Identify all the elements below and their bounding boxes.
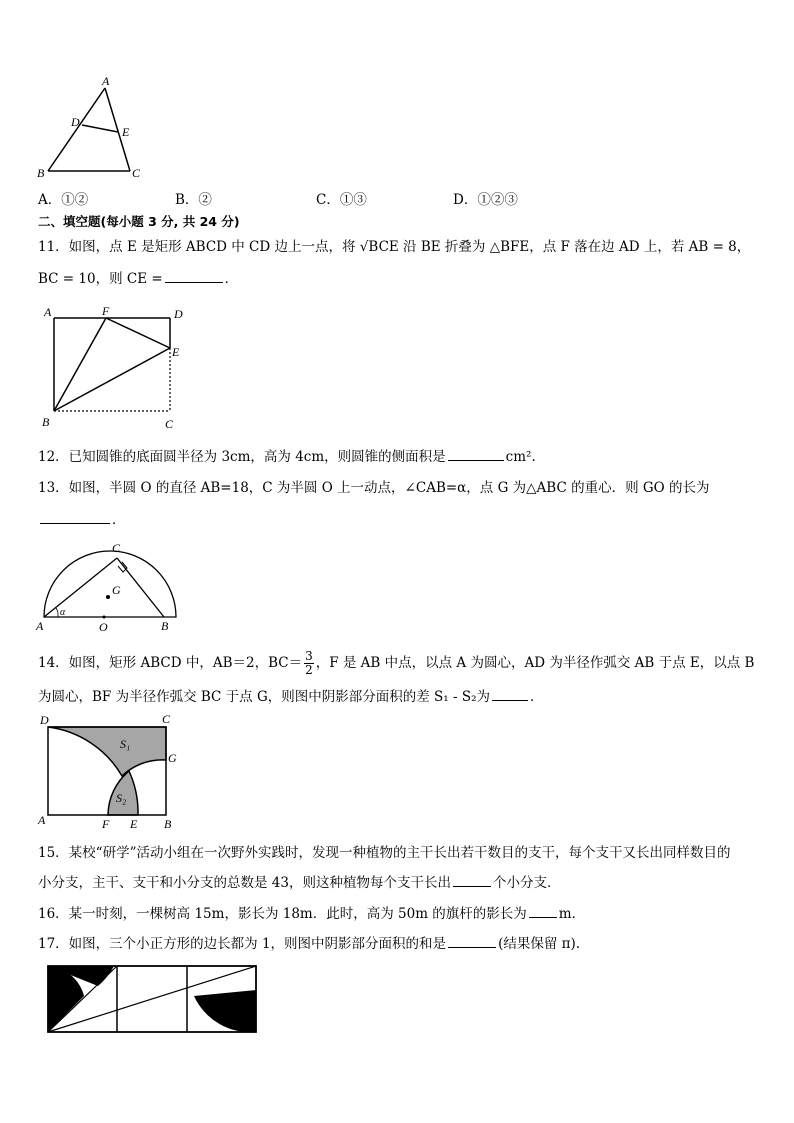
label-g: G — [112, 583, 121, 597]
label-c: C — [112, 541, 121, 555]
label-g: G — [168, 751, 177, 765]
q12-line: 12．已知圆锥的底面圆半径为 3cm，高为 4cm，则圆锥的侧面积是 cm². — [38, 449, 536, 465]
option-b: B．② — [175, 192, 212, 208]
label-a: A — [102, 74, 110, 88]
option-c: C．①③ — [316, 192, 367, 208]
label-b: B — [42, 415, 50, 429]
label-f: F — [102, 304, 110, 318]
label-c: C — [132, 166, 141, 180]
label-e: E — [172, 345, 180, 359]
q15-line2: 小分支，主干、支干和小分支的总数是 43，则这种植物每个支干长出 个小分支． — [38, 875, 561, 891]
q16-line: 16．某一时刻，一棵树高 15m，影长为 18m．此时，高为 50m 的旗杆的影长为 m． — [38, 906, 586, 922]
q17-line: 17．如图，三个小正方形的边长都为 1，则图中阴影部分面积的和是 (结果保留 π). — [38, 936, 581, 952]
label-c: C — [162, 712, 171, 726]
label-d: D — [174, 307, 183, 321]
triangle-figure — [34, 74, 154, 184]
label-c: C — [165, 417, 174, 431]
label-o: O — [99, 620, 108, 634]
q14-line1: 14．如图，矩形 ABCD 中，AB＝2，BC＝ $\frac{3}{2}$ ，F 是 AB 中点，以点 A 为圆心，AD 为半径作弧交 AB 于点 E，以点 B — [38, 649, 755, 677]
label-b: B — [164, 817, 172, 831]
label-a: A — [36, 619, 44, 633]
option-d: D．①②③ — [453, 192, 518, 208]
label-s2: S₂ — [116, 791, 127, 805]
label-alpha: α — [60, 607, 66, 618]
label-f: F — [102, 817, 110, 831]
q13-line2: ． — [38, 511, 126, 529]
label-d: D — [40, 713, 49, 727]
label-b: B — [161, 619, 169, 633]
q14-line2: 为圆心，BF 为半径作弧交 BC 于点 G，则图中阴影部分面积的差 S₁ - S₂为 ． — [38, 689, 544, 705]
label-b: B — [37, 166, 45, 180]
three-squares-figure — [44, 962, 260, 1036]
label-e: E — [122, 125, 130, 139]
fraction: $\frac{3}{2}$ — [305, 649, 313, 677]
q15-line1: 15．某校“研学”活动小组在一次野外实践时，发现一种植物的主干长出若干数目的支干，每个支干又长出同样数目的 — [38, 845, 731, 861]
label-a: A — [38, 813, 46, 827]
label-a: A — [44, 305, 52, 319]
q11-line2: BC = 10，则 CE = ． — [38, 271, 239, 287]
arcs-rectangle-figure — [34, 710, 189, 832]
q11-line1: 11．如图，点 E 是矩形 ABCD 中 CD 边上一点，将 √BCE 沿 BE 折叠为 △BFE，点 F 落在边 AD 上，若 AB = 8， — [38, 239, 751, 255]
rectangle-fold-figure — [40, 304, 200, 436]
option-a: A．①② — [38, 192, 89, 208]
label-e: E — [130, 817, 138, 831]
section-title: 二、填空题(每小题 3 分, 共 24 分) — [38, 214, 240, 229]
label-s1: S₁ — [120, 737, 131, 751]
semicircle-figure — [36, 542, 186, 632]
label-d: D — [71, 115, 80, 129]
q13-line1: 13．如图，半圆 O 的直径 AB=18，C 为半圆 O 上一动点，∠CAB=α，点 G 为△ABC 的重心．则 GO 的长为 — [38, 480, 710, 496]
